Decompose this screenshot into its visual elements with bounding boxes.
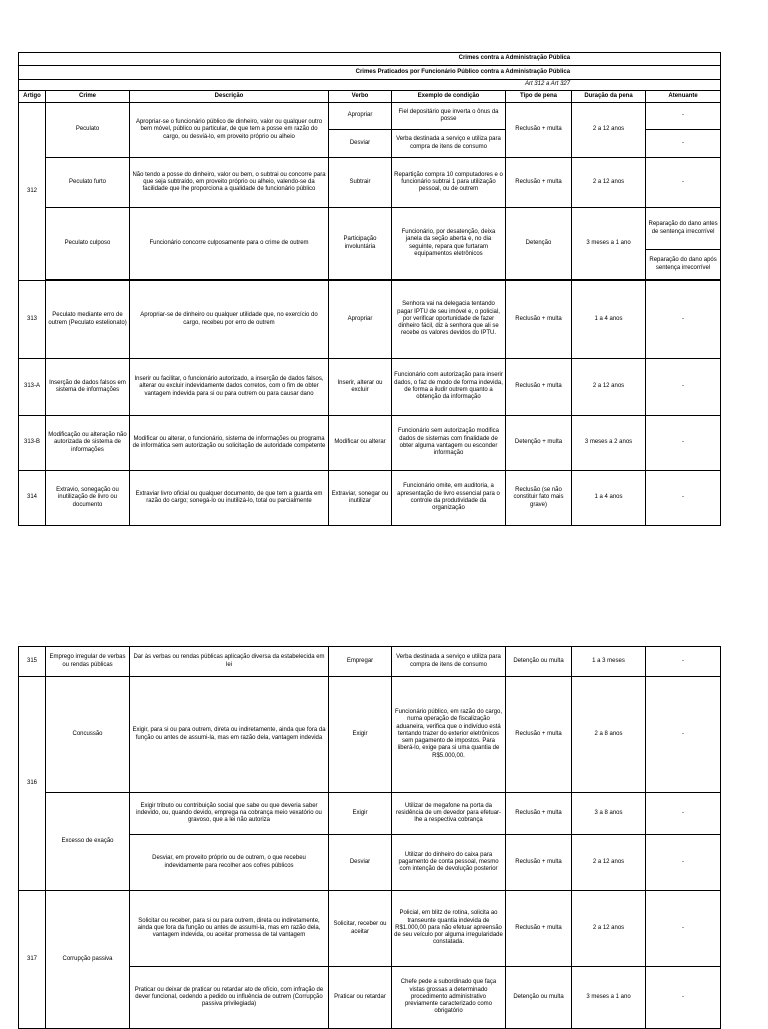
- crime-cell: Emprego irregular de verbas ou rendas públicas: [46, 647, 130, 677]
- verb-cell: Desviar: [329, 835, 392, 891]
- penalty-duration-cell: 3 meses a 2 anos: [572, 416, 646, 471]
- mitigating-cell: -: [646, 281, 721, 359]
- example-cell: Verba destinada a serviço e utiliza para compra de itens de consumo: [392, 130, 506, 158]
- penalty-type-cell: Reclusão + multa: [506, 835, 572, 891]
- verb-cell: Participação involuntária: [329, 208, 392, 280]
- crime-cell: Inserção de dados falsos em sistema de informações: [46, 359, 130, 416]
- penalty-type-cell: Reclusão + multa: [506, 103, 572, 158]
- penalty-duration-cell: 1 a 3 meses: [572, 647, 646, 677]
- mitigating-cell: -: [646, 103, 721, 130]
- crime-cell: Corrupção passiva: [46, 891, 130, 1029]
- description-cell: Exigir tributo ou contribuição social que sabe ou que deveria saber indevido, ou, quando devido, emprega na cobrança meio vexatório ou gravoso, que a lei não autoriza: [130, 793, 329, 835]
- example-cell: Verba destinada a serviço e utiliza para compra de itens de consumo: [392, 647, 506, 677]
- description-cell: Modificar ou alterar, o funcionário, sistema de informações ou programa de informática sem autorização ou solicitação de autoridade competente: [130, 416, 329, 471]
- mitigating-cell: -: [646, 835, 721, 891]
- example-cell: Funcionário sem autorização modifica dados de sistemas com finalidade de obter alguma vantagem ou esconder informação: [392, 416, 506, 471]
- penalty-type-cell: Reclusão + multa: [506, 793, 572, 835]
- crime-cell: Peculato: [46, 103, 130, 158]
- description-cell: Praticar ou deixar de praticar ou retardar ato de ofício, com infração de dever funcional, cedendo a pedido ou influência de outrem (Corrupção passiva privilegiada): [130, 967, 329, 1029]
- table-row: [19, 281, 721, 359]
- penalty-duration-cell: 1 a 4 anos: [572, 471, 646, 526]
- mitigating-cell: -: [646, 471, 721, 526]
- table-subtitle: Crimes Praticados por Funcionário Público contra a Administração Pública: [19, 66, 721, 80]
- article-cell: 313: [19, 281, 46, 359]
- mitigating-cell: -: [646, 647, 721, 677]
- header-exemplo: Exemplo de condição: [392, 91, 506, 103]
- mitigating-cell: -: [646, 967, 721, 1029]
- penalty-type-cell: Reclusão + multa: [506, 359, 572, 416]
- penalty-duration-cell: 2 a 12 anos: [572, 359, 646, 416]
- example-cell: Repartição compra 10 computadores e o funcionário subtrai 1 para utilização pessoal, ou de outrem: [392, 158, 506, 208]
- verb-cell: Exigir: [329, 677, 392, 793]
- mitigating-cell: -: [646, 677, 721, 793]
- example-cell: Chefe pede a subordinado que faça vistas grossas a determinado procedimento administrativo previamente caracterizado como obrigatório: [392, 967, 506, 1029]
- description-cell: Inserir ou facilitar, o funcionário autorizado, a inserção de dados falsos, alterar ou excluir indevidamente dados corretos, com o fim de obter vantagem indevida para si ou para outrem ou para causar dano: [130, 359, 329, 416]
- crime-cell: Peculato furto: [46, 158, 130, 208]
- article-cell: 313-B: [19, 416, 46, 471]
- penalty-duration-cell: 2 a 12 anos: [572, 835, 646, 891]
- example-cell: Policial, em blitz de rotina, solicita ao transeunte quantia indevida de R$1.000,00 para não efetuar apreensão de seu veículo por alguma irregularidade constatada.: [392, 891, 506, 967]
- verb-cell: Apropriar: [329, 103, 392, 130]
- penalty-duration-cell: 3 meses a 1 ano: [572, 208, 646, 280]
- article-cell: 313-A: [19, 359, 46, 416]
- penalty-type-cell: Detenção ou multa: [506, 647, 572, 677]
- penalty-duration-cell: 2 a 12 anos: [572, 158, 646, 208]
- mitigating-cell: Reparação do dano após sentença irrecorrível: [646, 250, 721, 280]
- article-cell: 312: [19, 103, 46, 281]
- description-cell: Apropriar-se o funcionário público de dinheiro, valor ou qualquer outro bem móvel, público ou particular, de que tem a posse em razão do cargo, ou desviá-lo, em proveito próprio ou alheio: [130, 103, 329, 158]
- mitigating-cell: -: [646, 416, 721, 471]
- penalty-duration-cell: 3 a 8 anos: [572, 793, 646, 835]
- article-cell: 315: [19, 647, 46, 677]
- article-range: Art 312 a Art 327: [19, 80, 721, 91]
- example-cell: Funcionário público, em razão do cargo, numa operação de fiscalização aduaneira, verifica que o indivíduo está tentando trazer do exterior eletrônicos sem pagamento de impostos. Para liberá-lo, exige para si uma quantia de R$5.000,00.: [392, 677, 506, 793]
- header-descricao: Descrição: [130, 91, 329, 103]
- mitigating-cell: -: [646, 130, 721, 158]
- table-row: [19, 647, 721, 677]
- example-cell: Utilizar do dinheiro do caixa para pagamento de conta pessoal, mesmo com intenção de devolução posterior: [392, 835, 506, 891]
- description-cell: Dar às verbas ou rendas públicas aplicação diversa da estabelecida em lei: [130, 647, 329, 677]
- penalty-duration-cell: 2 a 12 anos: [572, 103, 646, 158]
- verb-cell: Apropriar: [329, 281, 392, 359]
- crimes-table-page-1: [18, 52, 721, 526]
- penalty-duration-cell: 2 a 12 anos: [572, 891, 646, 967]
- table-row: [19, 677, 721, 793]
- penalty-type-cell: Detenção: [506, 208, 572, 280]
- mitigating-cell: -: [646, 793, 721, 835]
- penalty-type-cell: Reclusão + multa: [506, 891, 572, 967]
- description-cell: Exigir, para si ou para outrem, direta ou indiretamente, ainda que fora da função ou antes de assumi-la, mas em razão dela, vantagem indevida: [130, 677, 329, 793]
- article-cell: 314: [19, 471, 46, 526]
- mitigating-cell: -: [646, 891, 721, 967]
- penalty-type-cell: Reclusão + multa: [506, 677, 572, 793]
- example-cell: Senhora vai na delegacia tentando pagar IPTU de seu imóvel e, o policial, por verificar oportunidade de fazer dinheiro fácil, diz à senhora que ali se recebe os valores devidos do IPTU.: [392, 281, 506, 359]
- table-row: [19, 158, 721, 208]
- header-crime: Crime: [46, 91, 130, 103]
- example-cell: Funcionário omite, em auditoria, a apresentação de livro essencial para o controle da produtividade da organização: [392, 471, 506, 526]
- mitigating-cell: -: [646, 359, 721, 416]
- example-cell: Utilizar de megafone na porta da residência de um devedor para efetuar-lhe a respectiva cobrança: [392, 793, 506, 835]
- header-duracao-pena: Duração da pena: [572, 91, 646, 103]
- table-row: [19, 891, 721, 967]
- crime-cell: Excesso de exação: [46, 793, 130, 891]
- example-cell: Fiel depositário que inverta o ônus da posse: [392, 103, 506, 130]
- penalty-type-cell: Detenção ou multa: [506, 967, 572, 1029]
- example-cell: Funcionário, por desatenção, deixa janela da seção aberta e, no dia seguinte, repara que furtaram equipamentos eletrônicos: [392, 208, 506, 280]
- table-row: [19, 208, 721, 250]
- crime-cell: Peculato culposo: [46, 208, 130, 280]
- verb-cell: Inserir, alterar ou excluir: [329, 359, 392, 416]
- penalty-duration-cell: 3 meses a 1 ano: [572, 967, 646, 1029]
- crime-cell: Modificação ou alteração não autorizada de sistema de informações: [46, 416, 130, 471]
- verb-cell: Solicitar, receber ou aceitar: [329, 891, 392, 967]
- penalty-type-cell: Detenção + multa: [506, 416, 572, 471]
- header-atenuante: Atenuante: [646, 91, 721, 103]
- penalty-type-cell: Reclusão + multa: [506, 281, 572, 359]
- penalty-type-cell: Reclusão + multa: [506, 158, 572, 208]
- article-cell: 316: [19, 677, 46, 891]
- verb-cell: Empregar: [329, 647, 392, 677]
- table-row: [19, 416, 721, 471]
- table-title: Crimes contra a Administração Pública: [19, 53, 721, 66]
- article-cell: 317: [19, 891, 46, 1029]
- penalty-duration-cell: 1 a 4 anos: [572, 281, 646, 359]
- table-row: [19, 103, 721, 130]
- penalty-type-cell: Reclusão (se não constituir fato mais grave): [506, 471, 572, 526]
- example-cell: Funcionário com autorização para inserir dados, o faz de modo de forma indevida, de forma a iludir outrem quanto a obtenção da informação: [392, 359, 506, 416]
- penalty-duration-cell: 2 a 8 anos: [572, 677, 646, 793]
- table-row: [19, 471, 721, 526]
- description-cell: Apropriar-se de dinheiro ou qualquer utilidade que, no exercício do cargo, recebeu por erro de outrem: [130, 281, 329, 359]
- description-cell: Não tendo a posse do dinheiro, valor ou bem, o subtrai ou concorre para que seja subtraído, em proveito próprio ou alheio, valendo-se da facilidade que lhe proporciona a qualidade de funcionário público: [130, 158, 329, 208]
- description-cell: Extraviar livro oficial ou qualquer documento, de que tem a guarda em razão do cargo; sonegá-lo ou inutilizá-lo, total ou parcialmente: [130, 471, 329, 526]
- mitigating-cell: Reparação do dano antes de sentença irrecorrível: [646, 208, 721, 250]
- header-verbo: Verbo: [329, 91, 392, 103]
- crime-cell: Peculato mediante erro de outrem (Peculato estelionato): [46, 281, 130, 359]
- header-row: [19, 91, 721, 103]
- table-row: [19, 359, 721, 416]
- header-artigo: Artigo: [19, 91, 46, 103]
- verb-cell: Modificar ou alterar: [329, 416, 392, 471]
- verb-cell: Subtrair: [329, 158, 392, 208]
- header-tipo-pena: Tipo de pena: [506, 91, 572, 103]
- mitigating-cell: -: [646, 158, 721, 208]
- verb-cell: Desviar: [329, 130, 392, 158]
- description-cell: Funcionário concorre culposamente para o crime de outrem: [130, 208, 329, 280]
- verb-cell: Praticar ou retardar: [329, 967, 392, 1029]
- description-cell: Desviar, em proveito próprio ou de outrem, o que recebeu indevidamente para recolher aos cofres públicos: [130, 835, 329, 891]
- verb-cell: Exigir: [329, 793, 392, 835]
- crimes-table-page-2: [18, 646, 721, 1029]
- verb-cell: Extraviar, sonegar ou inutilizar: [329, 471, 392, 526]
- crime-cell: Extravio, sonegação ou inutilização de livro ou documento: [46, 471, 130, 526]
- description-cell: Solicitar ou receber, para si ou para outrem, direta ou indiretamente, ainda que fora da função ou antes de assumi-la, mas em razão dela, vantagem indevida, ou aceitar promessa de tal vantagem: [130, 891, 329, 967]
- table-row: [19, 793, 721, 835]
- crime-cell: Concussão: [46, 677, 130, 793]
